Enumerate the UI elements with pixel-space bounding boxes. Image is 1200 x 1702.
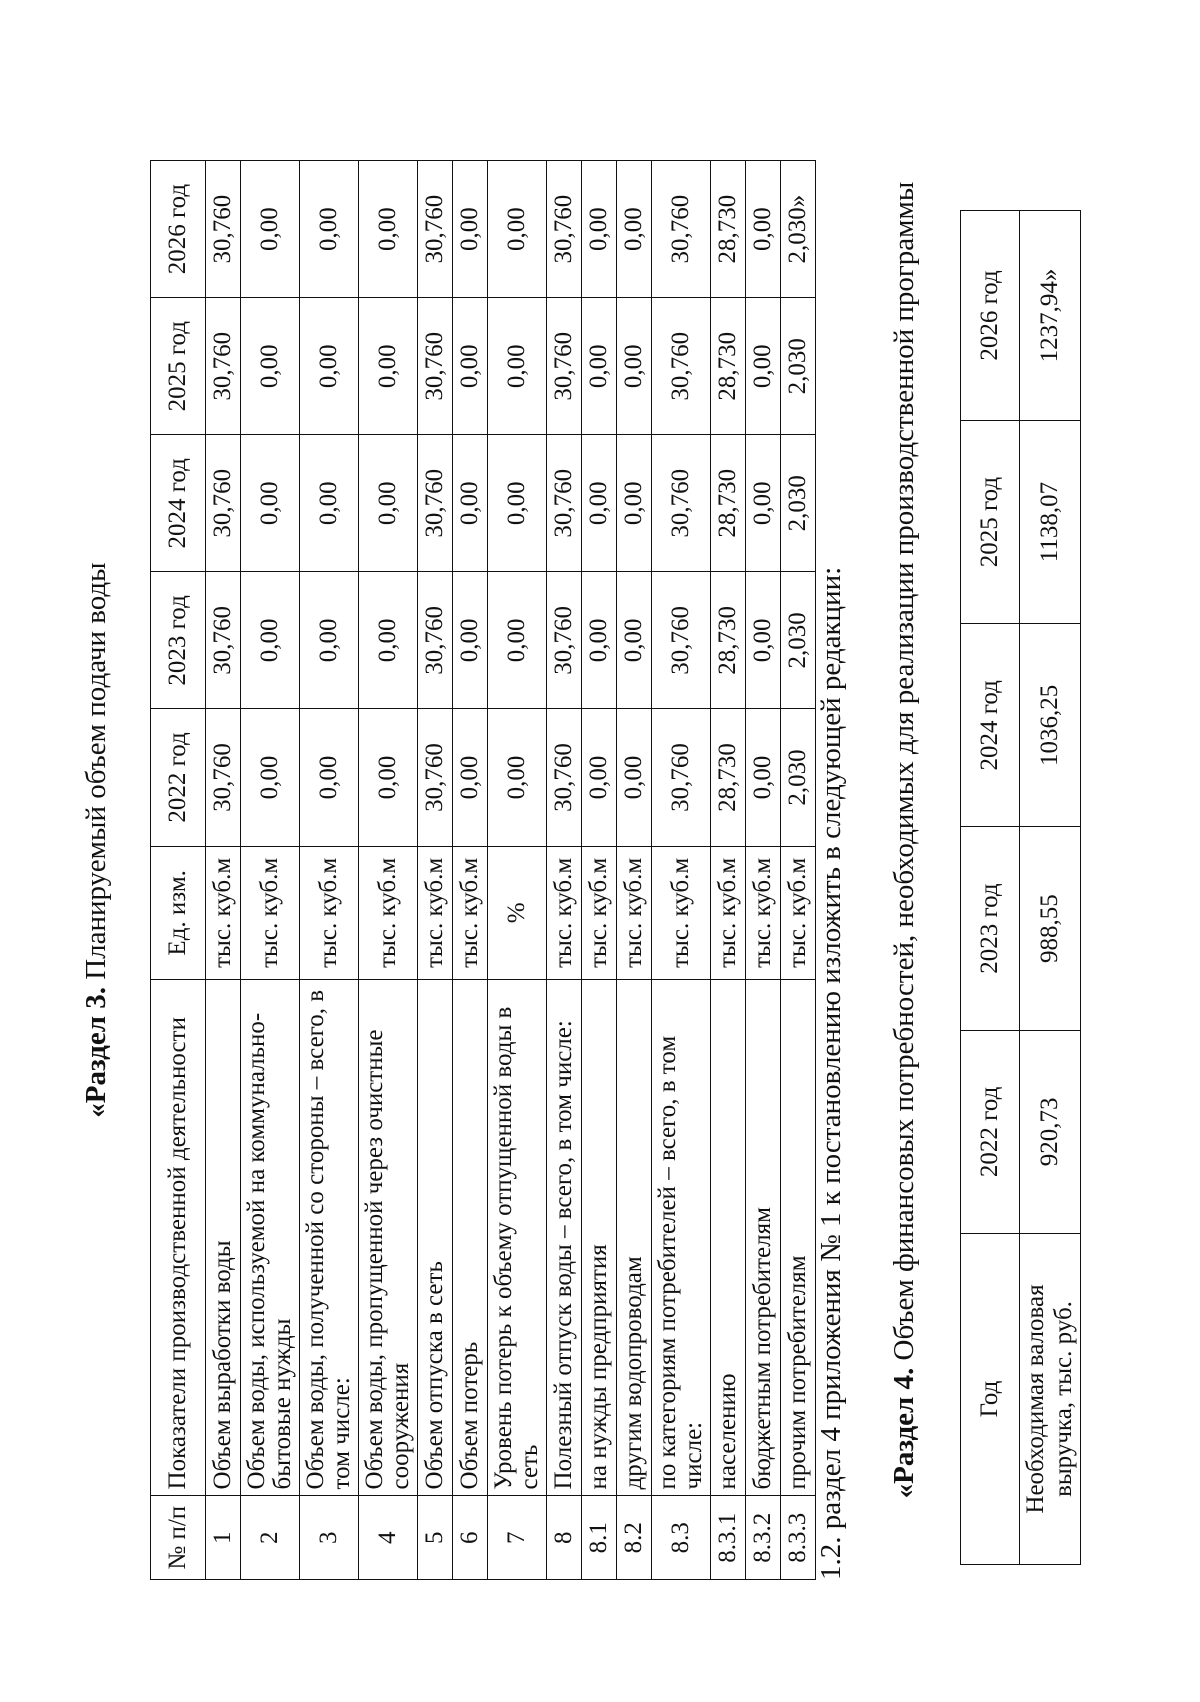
row-number: 8 xyxy=(547,1496,582,1580)
row-value-2023: 0,00 xyxy=(617,572,652,709)
row-indicator: Уровень потерь к объему отпущенной воды в сеть xyxy=(488,980,547,1496)
row-value-2024: 28,730 xyxy=(711,435,746,572)
row-value-2024: 30,760 xyxy=(206,435,241,572)
row-value-2024: 30,760 xyxy=(418,435,453,572)
table-row xyxy=(746,161,781,1580)
row-value-2026: 0,00 xyxy=(359,161,418,298)
row-label: Необходимая валовая выручка, тыс. руб. xyxy=(1020,1234,1081,1565)
row-value-2023: 0,00 xyxy=(746,572,781,709)
row-value-2024: 0,00 xyxy=(359,435,418,572)
row-value-2026: 0,00 xyxy=(300,161,359,298)
table-row xyxy=(488,161,547,1580)
row-number: 8.1 xyxy=(582,1496,617,1580)
row-unit: тыс. куб.м xyxy=(711,846,746,980)
row-value-2026: 0,00 xyxy=(582,161,617,298)
row-value-2025: 30,760 xyxy=(418,298,453,435)
row-unit: тыс. куб.м xyxy=(300,846,359,980)
row-value-2026: 30,760 xyxy=(418,161,453,298)
row-indicator: населению xyxy=(711,980,746,1496)
row-value-2025: 0,00 xyxy=(617,298,652,435)
row-indicator: Объем потерь xyxy=(453,980,488,1496)
row-value-2022: 0,00 xyxy=(300,709,359,846)
row-value-2025: 0,00 xyxy=(359,298,418,435)
row-number: 4 xyxy=(359,1496,418,1580)
row-value-2023: 30,760 xyxy=(206,572,241,709)
row-number: 1 xyxy=(206,1496,241,1580)
row-value-2023: 0,00 xyxy=(241,572,300,709)
row-unit: % xyxy=(488,846,547,980)
row-value-2022: 30,760 xyxy=(547,709,582,846)
row-value-2024: 0,00 xyxy=(453,435,488,572)
section-3-heading-text: Планируемый объем подачи воды xyxy=(80,562,112,988)
header-2026: 2026 год xyxy=(961,211,1020,421)
row-number: 8.3 xyxy=(652,1496,711,1580)
table-row xyxy=(1020,211,1081,1565)
row-indicator: на нужды предприятия xyxy=(582,980,617,1496)
row-indicator: Объем отпуска в сеть xyxy=(418,980,453,1496)
row-unit: тыс. куб.м xyxy=(359,846,418,980)
table-body xyxy=(206,161,816,1580)
row-value-2022: 0,00 xyxy=(241,709,300,846)
row-value-2026: 0,00 xyxy=(241,161,300,298)
table-header-row xyxy=(961,211,1020,1565)
value-2026: 1237,94» xyxy=(1020,211,1081,421)
paragraph-1-2: 1.2. раздел 4 приложения № 1 к постановлению изложить в следующей редакции: xyxy=(815,566,847,1580)
header-unit: Ед. изм. xyxy=(151,846,206,980)
row-number: 2 xyxy=(241,1496,300,1580)
header-2025: 2025 год xyxy=(961,420,1020,623)
row-value-2025: 0,00 xyxy=(453,298,488,435)
row-value-2022: 0,00 xyxy=(453,709,488,846)
row-unit: тыс. куб.м xyxy=(206,846,241,980)
header-2023: 2023 год xyxy=(151,572,206,709)
row-value-2026: 30,760 xyxy=(547,161,582,298)
section-4-heading xyxy=(888,100,921,1580)
table-row xyxy=(582,161,617,1580)
header-2022: 2022 год xyxy=(961,1030,1020,1233)
section-3-heading-prefix: «Раздел 3. xyxy=(80,987,112,1118)
row-number: 8.3.1 xyxy=(711,1496,746,1580)
row-value-2025: 0,00 xyxy=(488,298,547,435)
row-number: 3 xyxy=(300,1496,359,1580)
row-number: 8.3.2 xyxy=(746,1496,781,1580)
row-indicator: Объем воды, полученной со стороны – всего, в том числе: xyxy=(300,980,359,1496)
row-unit: тыс. куб.м xyxy=(781,846,816,980)
header-num: № п/п xyxy=(151,1496,206,1580)
row-value-2026: 30,760 xyxy=(652,161,711,298)
row-unit: тыс. куб.м xyxy=(418,846,453,980)
header-2022: 2022 год xyxy=(151,709,206,846)
value-2022: 920,73 xyxy=(1020,1030,1081,1233)
row-value-2023: 0,00 xyxy=(300,572,359,709)
row-value-2026: 0,00 xyxy=(488,161,547,298)
row-value-2026: 2,030» xyxy=(781,161,816,298)
row-unit: тыс. куб.м xyxy=(617,846,652,980)
row-value-2026: 28,730 xyxy=(711,161,746,298)
row-value-2022: 28,730 xyxy=(711,709,746,846)
row-value-2026: 0,00 xyxy=(617,161,652,298)
table-row xyxy=(652,161,711,1580)
header-2023: 2023 год xyxy=(961,827,1020,1030)
row-value-2025: 2,030 xyxy=(781,298,816,435)
section-3-heading xyxy=(80,100,113,1580)
row-unit: тыс. куб.м xyxy=(652,846,711,980)
table-row xyxy=(359,161,418,1580)
row-value-2022: 30,760 xyxy=(206,709,241,846)
row-value-2024: 2,030 xyxy=(781,435,816,572)
row-value-2025: 30,760 xyxy=(206,298,241,435)
row-value-2023: 30,760 xyxy=(547,572,582,709)
row-value-2025: 30,760 xyxy=(652,298,711,435)
row-value-2022: 0,00 xyxy=(617,709,652,846)
row-value-2026: 0,00 xyxy=(746,161,781,298)
value-2025: 1138,07 xyxy=(1020,420,1081,623)
row-value-2022: 30,760 xyxy=(652,709,711,846)
table-row xyxy=(418,161,453,1580)
header-2025: 2025 год xyxy=(151,298,206,435)
row-value-2023: 30,760 xyxy=(418,572,453,709)
row-number: 8.3.3 xyxy=(781,1496,816,1580)
row-value-2024: 0,00 xyxy=(241,435,300,572)
row-number: 5 xyxy=(418,1496,453,1580)
value-2024: 1036,25 xyxy=(1020,624,1081,827)
header-2024: 2024 год xyxy=(151,435,206,572)
row-value-2022: 0,00 xyxy=(488,709,547,846)
table-row xyxy=(617,161,652,1580)
row-value-2023: 0,00 xyxy=(359,572,418,709)
table-row xyxy=(711,161,746,1580)
row-value-2022: 2,030 xyxy=(781,709,816,846)
financial-needs-table xyxy=(960,210,1081,1565)
table-row xyxy=(781,161,816,1580)
header-2024: 2024 год xyxy=(961,624,1020,827)
row-value-2026: 30,760 xyxy=(206,161,241,298)
row-value-2023: 0,00 xyxy=(453,572,488,709)
row-value-2023: 30,760 xyxy=(652,572,711,709)
row-indicator: Объем воды, пропущенной через очистные сооружения xyxy=(359,980,418,1496)
row-indicator: Объем выработки воды xyxy=(206,980,241,1496)
row-value-2022: 0,00 xyxy=(746,709,781,846)
table-row xyxy=(300,161,359,1580)
row-indicator: бюджетным потребителям xyxy=(746,980,781,1496)
row-indicator: Объем воды, используемой на коммунально-бытовые нужды xyxy=(241,980,300,1496)
water-supply-table xyxy=(150,160,816,1580)
row-value-2025: 0,00 xyxy=(300,298,359,435)
table-row xyxy=(547,161,582,1580)
row-value-2024: 0,00 xyxy=(300,435,359,572)
header-2026: 2026 год xyxy=(151,161,206,298)
section-4-heading-prefix: «Раздел 4. xyxy=(888,1367,920,1499)
row-indicator: другим водопроводам xyxy=(617,980,652,1496)
row-number: 7 xyxy=(488,1496,547,1580)
row-value-2024: 30,760 xyxy=(652,435,711,572)
table-row xyxy=(241,161,300,1580)
row-value-2023: 28,730 xyxy=(711,572,746,709)
row-value-2022: 0,00 xyxy=(359,709,418,846)
row-value-2022: 0,00 xyxy=(582,709,617,846)
row-unit: тыс. куб.м xyxy=(241,846,300,980)
row-value-2026: 0,00 xyxy=(453,161,488,298)
row-value-2024: 30,760 xyxy=(547,435,582,572)
row-value-2025: 30,760 xyxy=(547,298,582,435)
row-value-2025: 0,00 xyxy=(241,298,300,435)
row-unit: тыс. куб.м xyxy=(746,846,781,980)
row-number: 8.2 xyxy=(617,1496,652,1580)
header-year-label: Год xyxy=(961,1234,1020,1565)
row-indicator: Полезный отпуск воды – всего, в том числе: xyxy=(547,980,582,1496)
row-value-2023: 0,00 xyxy=(488,572,547,709)
row-value-2023: 2,030 xyxy=(781,572,816,709)
table-row xyxy=(206,161,241,1580)
row-value-2024: 0,00 xyxy=(488,435,547,572)
header-indicator: Показатели производственной деятельности xyxy=(151,980,206,1496)
rotated-page-content xyxy=(80,100,1200,1580)
row-value-2025: 28,730 xyxy=(711,298,746,435)
row-value-2025: 0,00 xyxy=(582,298,617,435)
table-header-row xyxy=(151,161,206,1580)
row-value-2024: 0,00 xyxy=(617,435,652,572)
row-indicator: по категориям потребителей – всего, в том числе: xyxy=(652,980,711,1496)
row-indicator: прочим потребителям xyxy=(781,980,816,1496)
row-value-2025: 0,00 xyxy=(746,298,781,435)
row-value-2022: 30,760 xyxy=(418,709,453,846)
row-unit: тыс. куб.м xyxy=(453,846,488,980)
value-2023: 988,55 xyxy=(1020,827,1081,1030)
row-value-2023: 0,00 xyxy=(582,572,617,709)
row-unit: тыс. куб.м xyxy=(547,846,582,980)
row-value-2024: 0,00 xyxy=(746,435,781,572)
row-unit: тыс. куб.м xyxy=(582,846,617,980)
row-value-2024: 0,00 xyxy=(582,435,617,572)
row-number: 6 xyxy=(453,1496,488,1580)
section-4-heading-text: Объем финансовых потребностей, необходимых для реализации производственной программы xyxy=(888,181,920,1368)
table-row xyxy=(453,161,488,1580)
